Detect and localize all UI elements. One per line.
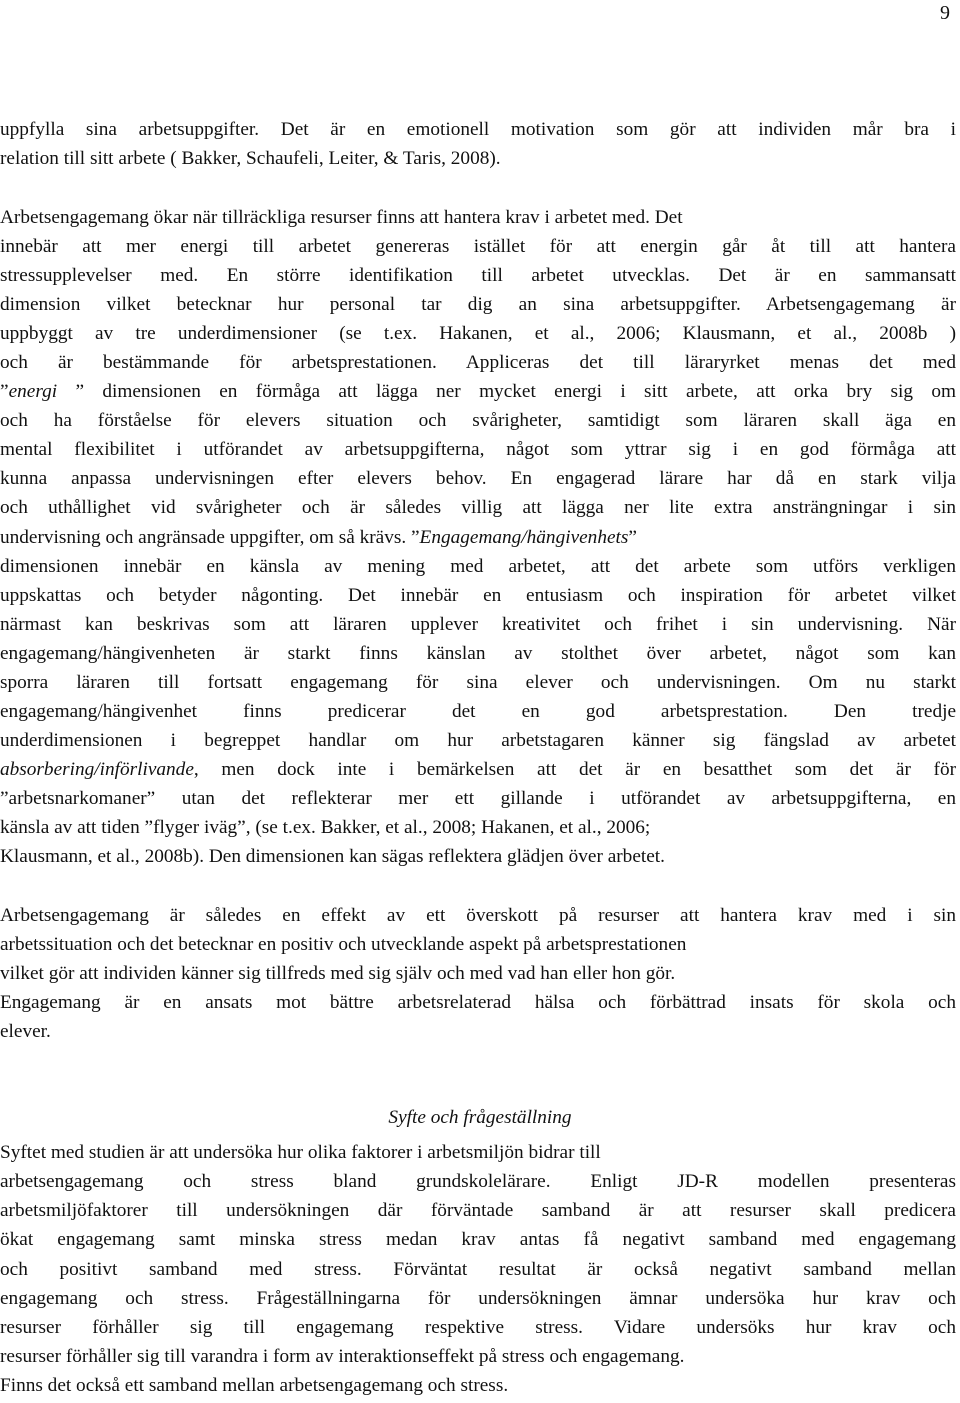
text-line: och positivt samband med stress. Förväntat resultat är också negativt samband mellan: [0, 1259, 956, 1280]
text-line: engagemang/hängivenhet finns predicerar det en god arbetsprestation. Den tredje: [0, 701, 956, 722]
text-line: engagemang/hängivenheten är starkt finns känslan av stolthet över arbetet, något som kan: [0, 643, 956, 664]
text-line: ökat engagemang samt minska stress medan krav antas få negativt samband med engagemang: [0, 1229, 956, 1250]
text-line: och är bestämmande för arbetsprestationen. Appliceras det till läraryrket menas det med: [0, 352, 956, 373]
text-line: engagemang och stress. Frågeställningarna för undersökningen ämnar undersöka hur krav och: [0, 1288, 956, 1309]
text-line-energi: ”energi ” dimensionen en förmåga att lägga ner mycket energi i sitt arbete, att orka bry sig om: [0, 381, 956, 402]
text-line: närmast kan beskrivas som att läraren upplever kreativitet och frihet i sin undervisning. När: [0, 614, 956, 635]
text-line: underdimensionen i begreppet handlar om hur arbetstagaren känner sig fängslad av arbetet: [0, 730, 956, 751]
text-line-absorbering: absorbering/införlivande, men dock inte i bemärkelsen att det är en besatthet som det är för: [0, 759, 956, 780]
text-line-engagemang: undervisning och angränsade uppgifter, om så krävs. ”Engagemang/hängivenhets”: [0, 527, 637, 548]
text-line: och uthållighet vid svårigheter och är således villig att lägga ner lite extra ansträngningar i sin: [0, 497, 956, 518]
text-line: resurser förhåller sig till varandra i form av interaktionseffekt på stress och engagemang.: [0, 1346, 685, 1367]
text-line: Arbetsengagemang är således en effekt av ett överskott på resurser att hantera krav med i sin: [0, 905, 956, 926]
text-line: arbetsengagemang och stress bland grundskolelärare. Enligt JD-R modellen presenteras: [0, 1171, 956, 1192]
page-number: 9: [940, 2, 950, 24]
term-engagemang: Engagemang/hängivenhets: [419, 527, 629, 548]
text-line: arbetsmiljöfaktorer till undersökningen där förväntade samband är att resurser skall predicera: [0, 1200, 956, 1221]
text-line: arbetssituation och det betecknar en positiv och utvecklande aspekt på arbetsprestationen: [0, 934, 687, 955]
text-line: Engagemang är en ansats mot bättre arbetsrelaterad hälsa och förbättrad insats för skola och: [0, 992, 956, 1013]
section-heading: Syfte och frågeställning: [388, 1107, 572, 1128]
text-line: Finns det också ett samband mellan arbetsengagemang och stress.: [0, 1375, 509, 1396]
text-line: ”arbetsnarkomaner” utan det reflekterar mer ett gillande i utförandet av arbetsuppgifterna, en: [0, 788, 956, 809]
text-line: elever.: [0, 1021, 51, 1042]
text-line: mental flexibilitet i utförandet av arbetsuppgifterna, något som yttrar sig i en god förmåga att: [0, 439, 956, 460]
text-line: relation till sitt arbete ( Bakker, Schaufeli, Leiter, & Taris, 2008).: [0, 148, 501, 169]
text-line: kunna anpassa undervisningen efter elevers behov. En engagerad lärare har då en stark vilja: [0, 468, 956, 489]
text-line: uppbyggt av tre underdimensioner (se t.ex. Hakanen, et al., 2006; Klausmann, et al., 2008b ): [0, 323, 956, 344]
text-line: dimensionen innebär en känsla av mening med arbetet, att det arbete som utförs verkligen: [0, 556, 956, 577]
text-line: sporra läraren till fortsatt engagemang för sina elever och undervisningen. Om nu starkt: [0, 672, 956, 693]
text-line: känsla av att tiden ”flyger iväg”, (se t.ex. Bakker, et al., 2008; Hakanen, et al., 2006;: [0, 817, 651, 838]
text-line: uppfylla sina arbetsuppgifter. Det är en emotionell motivation som gör att individen mår bra i: [0, 119, 956, 140]
text-line: dimension vilket betecknar hur personal tar dig an sina arbetsuppgifter. Arbetsengagemang är: [0, 294, 956, 315]
text-line: Klausmann, et al., 2008b). Den dimensionen kan sägas reflektera glädjen över arbetet.: [0, 846, 665, 867]
text-line: Syftet med studien är att undersöka hur olika faktorer i arbetsmiljön bidrar till: [0, 1142, 601, 1163]
text-line: Arbetsengagemang ökar när tillräckliga resurser finns att hantera krav i arbetet med. Det: [0, 207, 683, 228]
text-line: och ha förståelse för elevers situation och svårigheter, samtidigt som läraren skall äga en: [0, 410, 956, 431]
text-line: stressupplevelser med. En större identifikation till arbetet utvecklas. Det är en sammansatt: [0, 265, 956, 286]
text-line: vilket gör att individen känner sig tillfreds med sig själv och med vad han eller hon gör.: [0, 963, 676, 984]
text-line: uppskattas och betyder någonting. Det innebär en entusiasm och inspiration för arbetet vilket: [0, 585, 956, 606]
term-absorbering: absorbering/införlivande: [0, 759, 194, 780]
term-energi: energi: [8, 381, 58, 402]
text-line: resurser förhåller sig till engagemang respektive stress. Vidare undersöks hur krav och: [0, 1317, 956, 1338]
text-line: innebär att mer energi till arbetet genereras istället för att energin går åt till att hantera: [0, 236, 956, 257]
